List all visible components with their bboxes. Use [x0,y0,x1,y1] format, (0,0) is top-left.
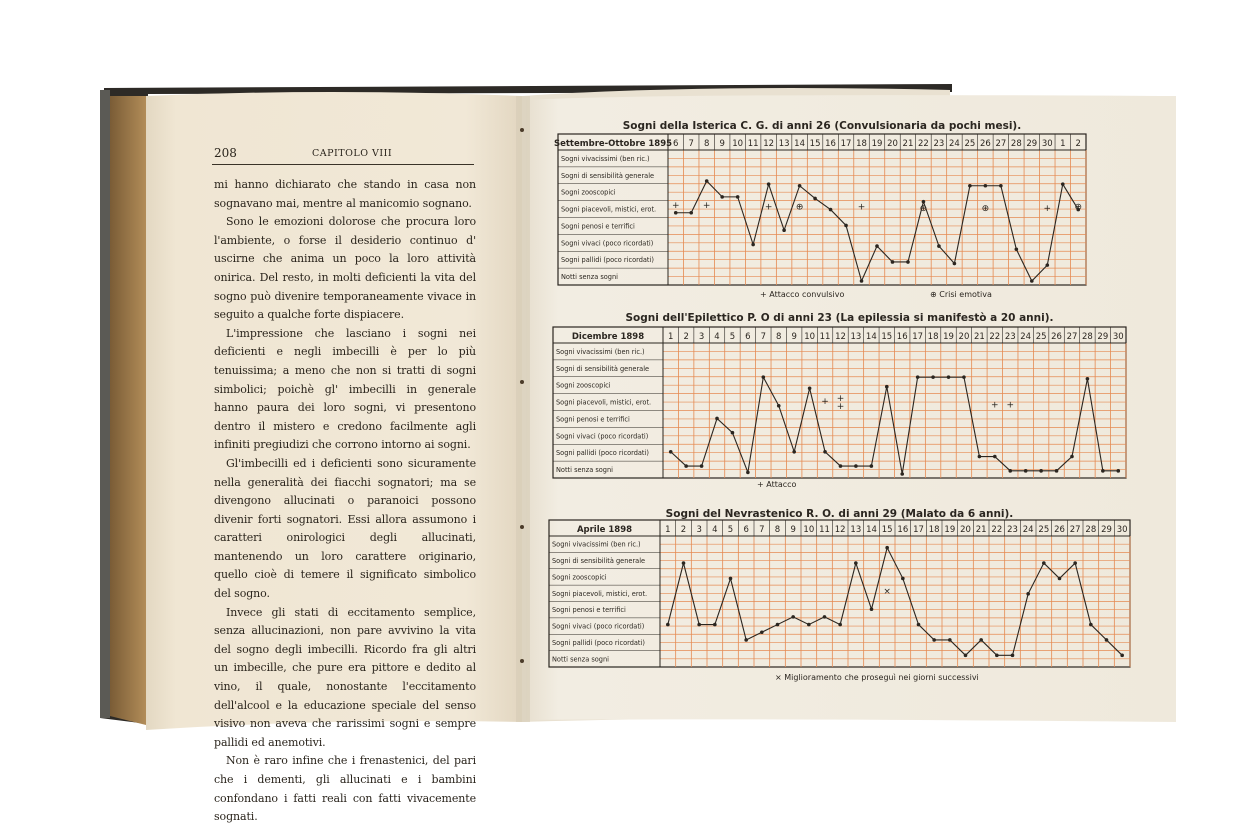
marbled-edge [100,90,110,718]
data-point [854,561,858,565]
y-category-label: Sogni zooscopici [556,381,611,390]
event-marker: ⊕ [919,204,928,215]
x-tick-label: 13 [850,525,862,535]
data-point [689,211,693,215]
data-point [705,179,709,183]
x-tick-label: 2 [683,332,689,342]
data-point [682,561,686,565]
data-point [1011,654,1015,658]
x-tick-label: 26 [1051,332,1062,342]
x-tick-label: 13 [850,332,862,342]
x-tick-label: 7 [760,332,767,342]
data-point [684,464,688,468]
data-point [984,184,988,188]
y-category-label: Sogni di sensibilità generale [552,557,646,566]
data-point [762,375,766,379]
x-tick-label: 1 [665,525,671,535]
x-tick-label: 9 [791,332,797,342]
event-marker: + [702,200,711,211]
y-category-label: Sogni vivaci (poco ricordati) [552,622,645,631]
x-tick-label: 13 [778,139,790,149]
x-tick-label: 18 [927,332,939,342]
x-tick-label: 30 [1041,139,1053,149]
y-category-label: Notti senza sogni [556,466,613,475]
y-category-label: Sogni pallidi (poco ricordati) [556,449,649,458]
data-point [953,262,957,266]
data-point [731,431,735,435]
chart-title: Sogni del Nevrastenico R. O. di anni 29 (Malato da 6 anni). [665,508,1014,520]
data-point [1086,377,1090,381]
x-tick-label: 19 [943,332,954,342]
y-category-label: Sogni zooscopici [552,573,607,582]
x-tick-label: 17 [840,139,852,149]
x-tick-label: 22 [989,332,1001,342]
x-tick-label: 11 [747,139,759,149]
data-point [948,638,952,642]
data-point [666,623,670,627]
x-tick-label: 12 [835,332,846,342]
y-category-label: Sogni penosi e terrifici [561,222,635,231]
x-tick-label: 6 [745,332,751,342]
data-point [964,654,968,658]
event-marker: + [836,401,845,412]
x-tick-label: 1 [1060,139,1066,149]
chart-title: Sogni della Isterica C. G. di anni 26 (Convulsionaria da pochi mesi). [622,120,1022,132]
x-tick-label: 2 [680,525,687,535]
x-tick-label: 9 [719,139,725,149]
x-tick-label: 21 [975,525,987,535]
data-point [885,546,889,550]
data-point [1015,247,1019,251]
x-tick-label: 23 [1004,332,1016,342]
x-tick-label: 6 [673,139,679,149]
x-tick-label: 27 [1069,525,1081,535]
data-point [1073,561,1077,565]
data-point [791,615,795,619]
paragraph: L'impressione che lasciano i sogni nei deficienti e negli imbecilli è per lo più tenuissima; a meno che non si tratti di sogni simbolici; poichè gl' imbecilli in generale hanno paura dei loro sogni, vi presentono dentro il mistero e credono facilmente agli infiniti pregiudizi che corrono intorno ai sogni. [214,326,476,452]
data-point [870,464,874,468]
x-tick-label: 14 [865,332,877,342]
header-rule [212,164,474,165]
data-point [746,471,750,475]
data-point [1008,469,1012,473]
x-tick-label: 9 [790,525,796,535]
x-tick-label: 14 [866,525,877,535]
x-tick-label: 20 [960,525,971,535]
x-tick-label: 1 [668,332,674,342]
event-marker: + [1043,204,1052,215]
chart-legend: ⊕ Crisi emotiva [930,290,992,299]
x-tick-label: 24 [948,139,960,149]
event-marker: + [857,202,866,213]
period-label: Settembre-Ottobre 1895 [553,139,673,149]
data-point [1030,279,1034,283]
data-point [777,404,781,408]
event-marker: ⊕ [1074,202,1083,213]
data-point [767,182,771,186]
event-marker: + [764,202,773,213]
x-tick-label: 21 [902,139,914,149]
paragraph: Invece gli stati di eccitamento semplice, senza allucinazioni, non pare avvivino la vita del sogno degli imbecilli. Ricordo fra gli altri un imbecille, che pure era pittore e dedito al vino, il quale, nonostante l'eccitamento dell'alcool e la educazione speciale del senso visivo non aveva che rarissimi sogni e sempre pallidi ed anemotivi. [214,605,476,749]
y-category-label: Sogni vivacissimi (ben ric.) [556,347,645,356]
data-point [995,654,999,658]
data-point [736,195,740,199]
data-point [829,208,833,212]
data-point [891,260,895,264]
y-category-label: Notti senza sogni [561,273,618,282]
data-point [968,184,972,188]
x-tick-label: 12 [763,139,775,149]
data-point [813,197,817,201]
x-tick-label: 23 [933,139,945,149]
x-tick-label: 2 [1075,139,1081,149]
chart-legend: × Miglioramento che proseguì nei giorni successivi [775,673,979,682]
event-marker: + [836,393,845,404]
x-tick-label: 10 [732,139,744,149]
paragraph: Sono le emozioni dolorose che procura loro l'ambiente, o forse il desiderio continuo d' uscirne che anima un poco la loro attività onirica. Del resto, in molti deficienti la vita del sogno può divenire temporaneamente vivace in seguito a qualche forte dispiacere. [214,215,476,322]
x-tick-label: 10 [804,332,816,342]
data-point [870,607,874,611]
x-tick-label: 22 [991,525,1003,535]
x-tick-label: 21 [973,332,985,342]
y-category-label: Sogni penosi e terrifici [556,415,630,424]
data-point [713,623,717,627]
data-point [999,184,1003,188]
paragraph: Gl'imbecilli ed i deficienti sono sicuramente nella generalità dei fiacchi sognatori; ma se divengono allucinati o paranoici possono divenir forti sognatori. Essi allora assumono i caratteri onirologici degli allucinati, mantenendo un loro carattere originario, quello cioè di temere il significato simbolico del sogno. [214,456,476,601]
y-category-label: Notti senza sogni [552,655,609,664]
x-tick-label: 29 [1026,139,1038,149]
x-tick-label: 7 [759,525,765,535]
data-point [844,224,848,228]
x-tick-label: 20 [887,139,898,149]
x-tick-label: 30 [1116,525,1128,535]
page-block-edge [110,96,150,726]
data-point [697,623,701,627]
data-point [917,623,921,627]
paragraph: Non è raro infine che i frenastenici, del pari che i dementi, gli allucinati e i bambini confondano i fatti reali con fatti vivacemente sognati. [214,754,476,824]
x-tick-label: 15 [809,139,821,149]
x-tick-label: 23 [1007,525,1018,535]
x-tick-label: 28 [1010,139,1022,149]
event-marker: + [821,397,829,408]
x-tick-label: 3 [696,525,702,535]
data-point [937,244,941,248]
x-tick-label: 11 [819,332,831,342]
event-marker: ⊕ [795,202,804,213]
chart-title: Sogni dell'Epilettico P. O di anni 23 (La epilessia si manifestò a 20 anni). [625,312,1054,324]
x-tick-label: 27 [1066,332,1078,342]
event-marker: + [1006,400,1015,411]
data-point [993,455,997,459]
x-tick-label: 28 [1082,332,1093,342]
x-tick-label: 22 [918,139,929,149]
data-point [962,375,966,379]
y-category-label: Sogni di sensibilità generale [556,364,650,373]
data-point [854,464,858,468]
x-tick-label: 18 [928,525,940,535]
chart-legend: + Attacco convulsivo [760,290,845,299]
data-point [674,211,678,215]
data-point [700,464,704,468]
data-point [1105,638,1109,642]
data-point [1116,469,1120,473]
data-point [979,638,983,642]
x-tick-label: 7 [688,139,694,149]
x-tick-label: 6 [743,525,749,535]
x-tick-label: 16 [896,332,908,342]
data-point [901,577,905,581]
x-tick-label: 17 [912,332,924,342]
x-tick-label: 25 [1038,525,1050,535]
data-point [978,455,982,459]
x-tick-label: 16 [897,525,909,535]
x-tick-label: 16 [825,139,836,149]
x-tick-label: 14 [794,139,806,149]
paragraph: mi hanno dichiarato che stando in casa non sognavano mai, mentre al manicomio sognano. [214,178,476,210]
x-tick-label: 24 [1020,332,1032,342]
x-tick-label: 5 [729,332,736,342]
data-point [1045,263,1049,267]
page-number: 208 [214,146,237,160]
x-tick-label: 15 [881,332,893,342]
data-point [823,450,827,454]
data-point [720,195,724,199]
x-tick-label: 8 [776,332,782,342]
y-category-label: Sogni piacevoli, mistici, erot. [552,589,648,598]
data-point [751,243,755,247]
x-tick-label: 28 [1085,525,1097,535]
data-point [807,623,811,627]
data-point [1039,469,1043,473]
data-point [1061,182,1065,186]
y-category-label: Sogni zooscopici [561,188,616,197]
x-tick-label: 15 [881,525,893,535]
data-point [715,417,719,421]
y-category-label: Sogni vivacissimi (ben ric.) [552,540,641,549]
x-tick-label: 26 [1054,525,1065,535]
data-point [808,386,812,390]
event-marker: + [991,400,999,411]
data-point [1070,455,1074,459]
data-point [885,385,889,389]
event-marker: × [883,586,891,597]
x-tick-label: 29 [1097,332,1109,342]
x-tick-label: 10 [803,525,815,535]
data-point [900,472,904,476]
data-point [729,577,733,581]
x-tick-label: 8 [703,139,710,149]
chapter-heading: CAPITOLO VIII [312,148,393,159]
period-label: Dicembre 1898 [571,332,645,342]
x-tick-label: 18 [856,139,867,149]
event-marker: ⊕ [981,204,990,215]
y-category-label: Sogni pallidi (poco ricordati) [552,638,645,647]
data-point [823,615,827,619]
data-point [839,464,843,468]
x-tick-label: 5 [727,525,734,535]
data-point [838,623,842,627]
chart-legend: + Attacco [757,480,797,489]
left-page-body [214,176,476,827]
data-point [931,375,935,379]
data-point [782,228,786,232]
x-tick-label: 12 [834,525,846,535]
x-tick-label: 3 [698,332,705,342]
data-point [798,184,802,188]
x-tick-label: 4 [712,525,718,535]
data-point [1055,469,1059,473]
x-tick-label: 30 [1112,332,1124,342]
x-tick-label: 24 [1022,525,1034,535]
x-tick-label: 17 [913,525,924,535]
data-point [1024,469,1028,473]
data-point [875,244,879,248]
data-point [916,375,920,379]
y-category-label: Sogni di sensibilità generale [561,171,655,180]
data-point [776,623,780,627]
x-tick-label: 27 [995,139,1007,149]
data-point [1042,561,1046,565]
data-point [860,279,864,283]
y-category-label: Sogni vivacissimi (ben ric.) [561,154,650,163]
x-tick-label: 4 [714,332,720,342]
data-point [792,450,796,454]
data-point [1101,469,1105,473]
period-label: Aprile 1898 [576,525,633,535]
data-point [760,630,764,634]
data-point [1026,592,1030,596]
y-category-label: Sogni vivaci (poco ricordati) [556,432,649,441]
y-category-label: Sogni pallidi (poco ricordati) [561,256,654,265]
data-point [1120,654,1124,658]
data-point [947,375,951,379]
y-category-label: Sogni vivaci (poco ricordati) [561,239,654,248]
x-tick-label: 29 [1101,525,1112,535]
x-tick-label: 8 [774,525,781,535]
x-tick-label: 25 [1035,332,1047,342]
y-category-label: Sogni penosi e terrifici [552,606,626,615]
event-marker: + [671,200,680,211]
x-tick-label: 26 [979,139,991,149]
data-point [932,638,936,642]
data-point [744,638,748,642]
y-category-label: Sogni piacevoli, mistici, erot. [561,205,657,214]
x-tick-label: 19 [871,139,883,149]
data-point [922,200,926,204]
x-tick-label: 11 [819,525,830,535]
y-category-label: Sogni piacevoli, mistici, erot. [556,398,652,407]
x-tick-label: 20 [958,332,970,342]
data-point [1089,623,1093,627]
data-point [669,450,673,454]
x-tick-label: 25 [964,139,976,149]
data-point [1058,577,1062,581]
x-tick-label: 19 [944,525,956,535]
data-point [906,260,910,264]
